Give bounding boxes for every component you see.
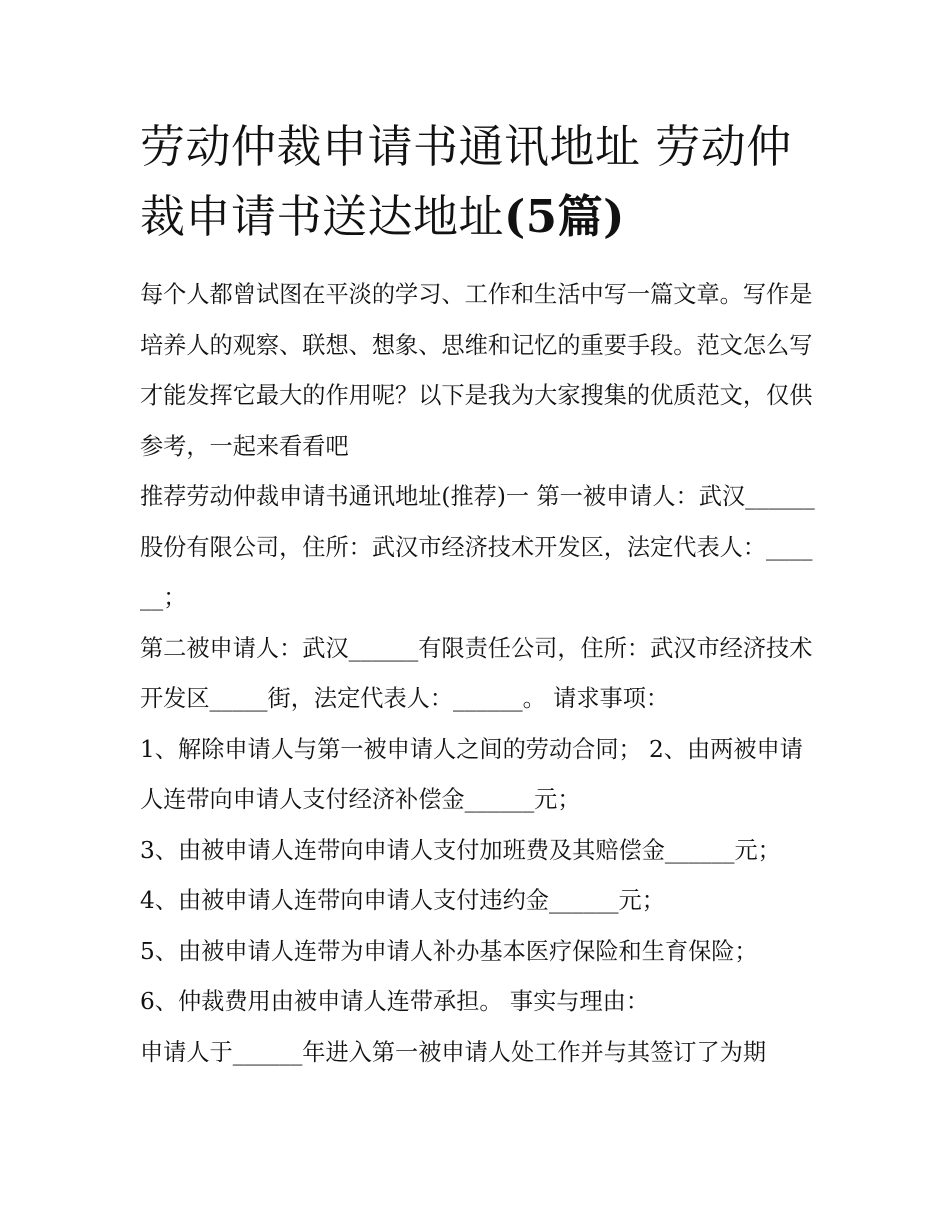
facts-paragraph: 申请人于______年进入第一被申请人处工作并与其签订了为期 xyxy=(140,1038,767,1066)
intro-paragraph: 每个人都曾试图在平淡的学习、工作和生活中写一篇文章。写作是培养人的观察、联想、想象、思维和记忆的重要手段。范文怎么写才能发挥它最大的作用呢？以下是我为大家搜集的优质范文，仅供参考，一起来看看吧 xyxy=(140,281,813,460)
first-respondent-paragraph: 推荐劳动仲裁申请书通讯地址(推荐)一 第一被申请人：武汉______股份有限公司，住所：武汉市经济技术开发区，法定代表人：______； xyxy=(140,483,815,611)
request-item-5: 5、由被申请人连带为申请人补办基本医疗保险和生育保险； xyxy=(140,937,758,965)
title-count: (5篇) xyxy=(504,190,625,243)
document-title: 劳动仲裁申请书通讯地址 劳动仲裁申请书送达地址(5篇) xyxy=(140,120,792,243)
request-item-6: 6、仲裁费用由被申请人连带承担。 事实与理由： xyxy=(140,988,650,1015)
request-items-1-2: 1、解除申请人与第一被申请人之间的劳动合同； 2、由两被申请人连带向申请人支付经济补偿金______元； xyxy=(140,735,803,813)
request-items-3-4: 3、由被申请人连带向申请人支付加班费及其赔偿金______元； 4、由被申请人连带向申请人支付违约金______元； xyxy=(140,836,781,914)
document-body xyxy=(140,270,820,1078)
document-page xyxy=(140,112,820,1078)
second-respondent-paragraph: 第二被申请人：武汉______有限责任公司，住所：武汉市经济技术开发区_____街，法定代表人：______。 请求事项： xyxy=(140,634,813,712)
